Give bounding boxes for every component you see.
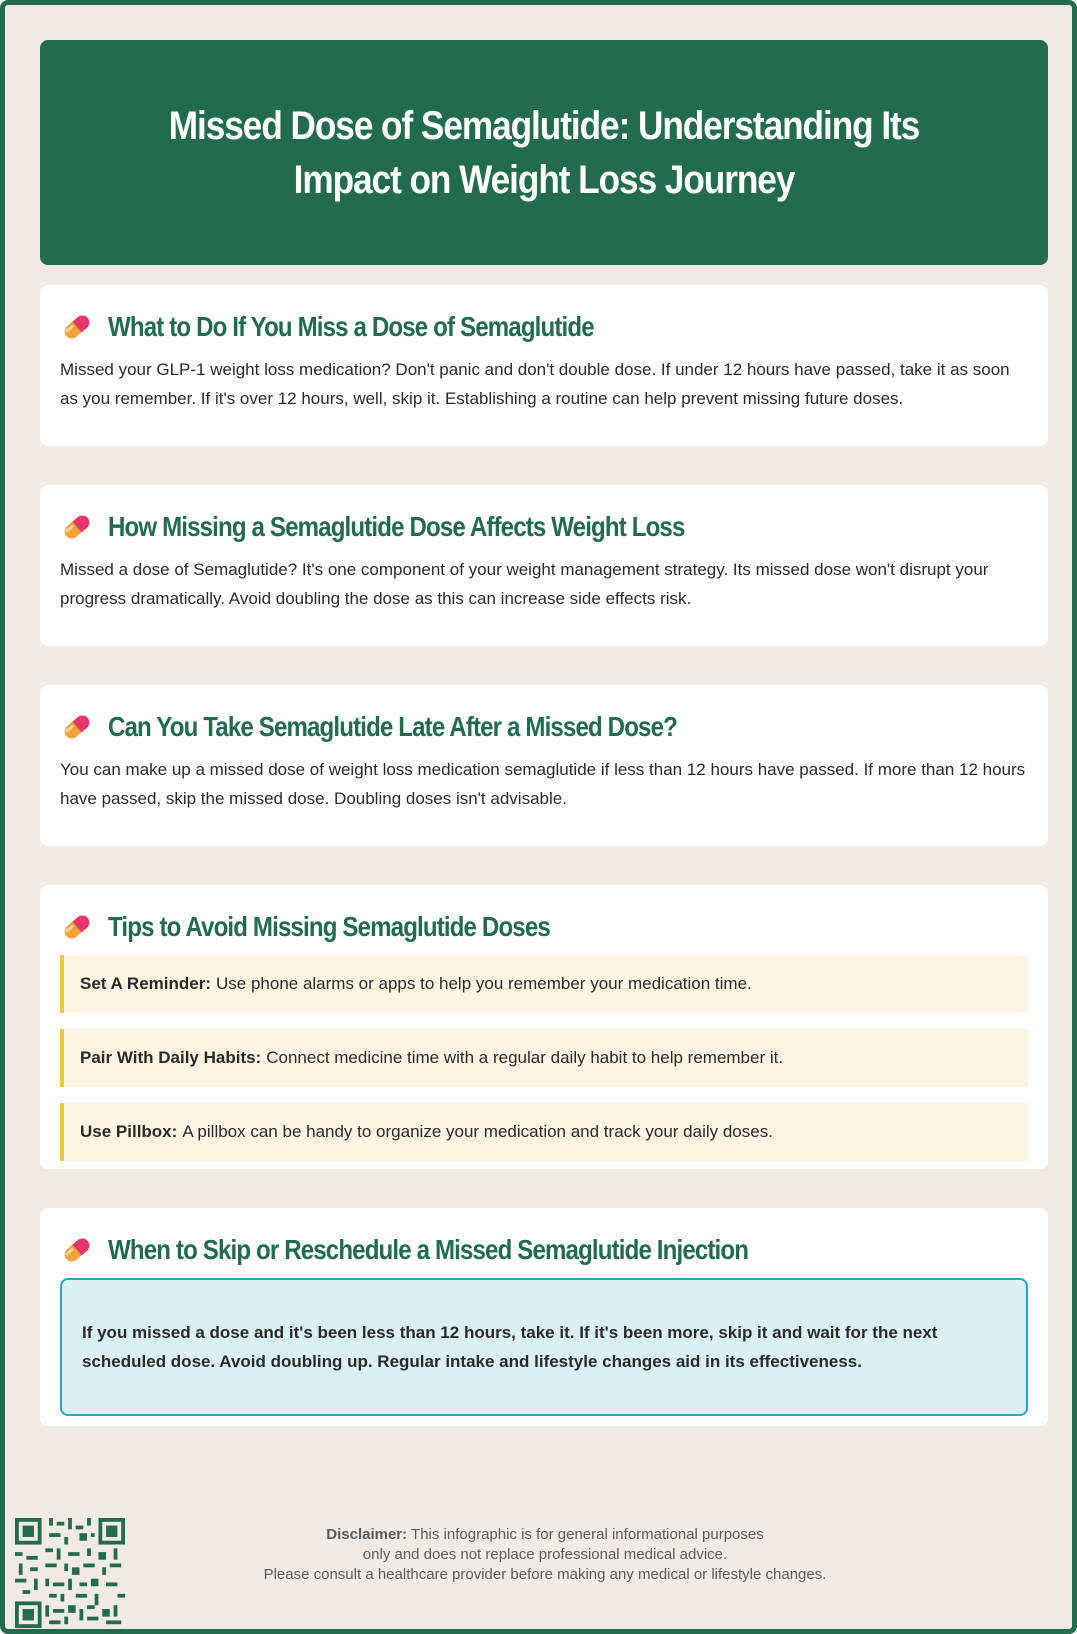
section-title: When to Skip or Reschedule a Missed Semaglutide Injection <box>108 1234 749 1265</box>
section-body: You can make up a missed dose of weight loss medication semaglutide if less than 12 hours have passed. If more than 12 hours have passed, skip the missed dose. Doubling doses isn't advisable. <box>60 760 1026 808</box>
qr-code-icon <box>15 1518 125 1628</box>
tip-label: Pair With Daily Habits: <box>80 1048 262 1067</box>
tip-text: Connect medicine time with a regular daily habit to help remember it. <box>266 1048 784 1067</box>
tip-item-daily-habits <box>60 1029 1028 1087</box>
section-card-take-late <box>40 685 1048 846</box>
pill-icon <box>60 1233 94 1267</box>
tip-text: Use phone alarms or apps to help you remember your medication time. <box>216 974 752 993</box>
section-header <box>60 305 1028 349</box>
disclaimer-line-3: Please consult a healthcare provider before making any medical or lifestyle changes. <box>263 1566 827 1583</box>
section-card-weight-loss-impact <box>40 485 1048 646</box>
section-header <box>60 905 1028 949</box>
pill-icon <box>60 710 94 744</box>
section-body: Missed a dose of Semaglutide? It's one component of your weight management strategy. Its missed dose won't disrupt your progress dramatically. Avoid doubling the dose as this can increase side effects risk. <box>60 560 989 608</box>
disclaimer <box>135 1525 955 1585</box>
tip-label: Use Pillbox: <box>80 1122 178 1141</box>
disclaimer-line-1 <box>135 1525 955 1545</box>
section-header <box>60 505 1028 549</box>
disclaimer-label: Disclaimer: <box>326 1526 408 1543</box>
disclaimer-line-2: only and does not replace professional medical advice. <box>362 1546 728 1563</box>
section-card-skip-reschedule <box>40 1208 1048 1426</box>
disclaimer-text: This infographic is for general informational purposes <box>411 1526 764 1543</box>
header-banner <box>40 40 1048 265</box>
section-card-tips <box>40 885 1048 1169</box>
pill-icon <box>60 310 94 344</box>
section-card-missed-dose <box>40 285 1048 446</box>
callout-box: If you missed a dose and it's been less than 12 hours, take it. If it's been more, skip it and wait for the next scheduled dose. Avoid doubling up. Regular intake and lifestyle changes aid in its effectiveness. <box>60 1278 1028 1416</box>
section-title: Can You Take Semaglutide Late After a Missed Dose? <box>108 711 677 742</box>
pill-icon <box>60 910 94 944</box>
section-title: What to Do If You Miss a Dose of Semaglutide <box>108 311 594 342</box>
tip-label: Set A Reminder: <box>80 974 211 993</box>
page-title: Missed Dose of Semaglutide: Understanding Its Impact on Weight Loss Journey <box>168 103 920 202</box>
tip-item-reminder <box>60 955 1028 1013</box>
section-body: Missed your GLP-1 weight loss medication? Don't panic and don't double dose. If under 12 hours have passed, take it as soon as you remember. If it's over 12 hours, well, skip it. Establishing a routine can help prevent missing future doses. <box>60 360 1010 408</box>
tip-text: A pillbox can be handy to organize your medication and track your daily doses. <box>182 1122 773 1141</box>
tips-list <box>60 955 1028 1161</box>
section-header <box>60 1228 1028 1272</box>
tip-item-pillbox <box>60 1103 1028 1161</box>
pill-icon <box>60 510 94 544</box>
section-header <box>60 705 1028 749</box>
section-title: Tips to Avoid Missing Semaglutide Doses <box>108 911 550 942</box>
section-title: How Missing a Semaglutide Dose Affects Weight Loss <box>108 511 685 542</box>
